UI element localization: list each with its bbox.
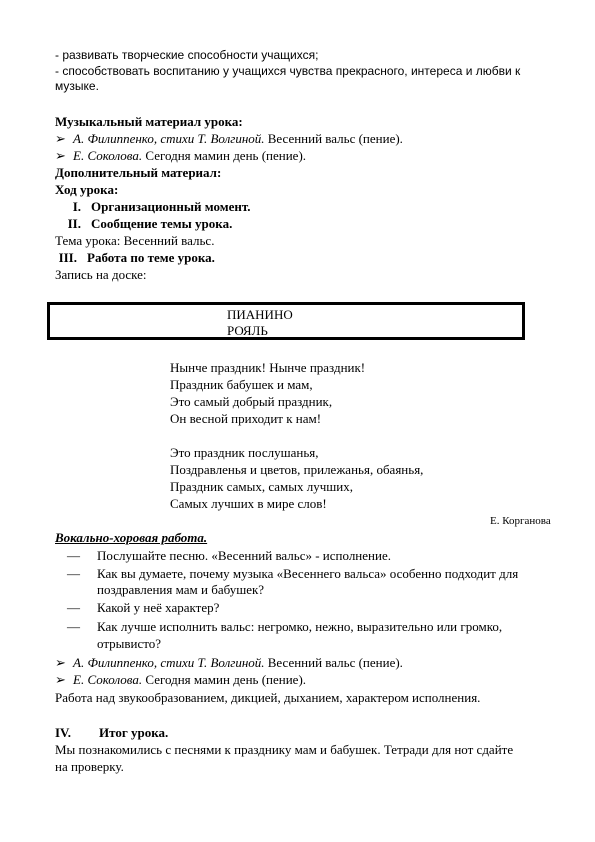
- material-title-2: Сегодня мамин день (пение).: [142, 148, 307, 163]
- song-title: Сегодня мамин день (пение).: [142, 672, 307, 687]
- step-number: I.: [72, 199, 81, 214]
- dash-bullet: —: [67, 619, 80, 634]
- poem-line: Это праздник послушанья,: [170, 445, 319, 460]
- course-step-3: [55, 251, 215, 265]
- lesson-topic: Тема урока: Весенний вальс.: [55, 233, 215, 248]
- vocal-item-text: Какой у неё характер?: [97, 600, 220, 615]
- vocal-item-text: Как лучше исполнить вальс: негромко, нежно, выразительно или громко,: [97, 619, 503, 634]
- arrow-bullet-icon: ➢: [55, 148, 66, 163]
- board-label: Запись на доске:: [55, 267, 147, 282]
- arrow-bullet-icon: ➢: [55, 131, 66, 146]
- extra-material-heading: Дополнительный материал:: [55, 165, 222, 180]
- material-title-1: Весенний вальс (пение).: [264, 131, 403, 146]
- poem-line: Поздравленья и цветов, прилежанья, обаянья,: [170, 462, 424, 477]
- material-item-1: [55, 132, 403, 146]
- goal-line-2: - способствовать воспитанию у учащихся чувства прекрасного, интереса и любви к: [55, 64, 521, 78]
- summary-heading: [55, 726, 168, 740]
- arrow-bullet-icon: ➢: [55, 655, 66, 670]
- vocal-work-line: Работа над звукообразованием, дикцией, дыханием, характером исполнения.: [55, 690, 481, 705]
- material-item-2: [55, 149, 306, 163]
- board-word-1: ПИАНИНО: [227, 307, 293, 322]
- material-authors-1: А. Филиппенко, стихи Т. Волгиной.: [73, 131, 265, 146]
- poem-line: Это самый добрый праздник,: [170, 394, 333, 409]
- course-heading: Ход урока:: [55, 182, 119, 197]
- goal-line-3: музыке.: [55, 79, 99, 93]
- board-word-2: РОЯЛЬ: [227, 323, 268, 338]
- song-authors: А. Филиппенко, стихи Т. Волгиной.: [73, 655, 265, 670]
- step-number: II.: [67, 216, 81, 231]
- vocal-song-2: [55, 673, 306, 687]
- vocal-item-text: Как вы думаете, почему музыка «Весеннего вальса» особенно подходит для: [97, 566, 519, 581]
- poem-line: Нынче праздник! Нынче праздник!: [170, 360, 366, 375]
- dash-bullet: —: [67, 600, 80, 615]
- summary-line-2: на проверку.: [55, 759, 124, 774]
- poem-line: Он весной приходит к нам!: [170, 411, 322, 426]
- step-text: Работа по теме урока.: [87, 250, 215, 265]
- vocal-item-text: Послушайте песню. «Весенний вальс» - исполнение.: [97, 548, 391, 563]
- poem-line: Самых лучших в мире слов!: [170, 496, 327, 511]
- summary-title: Итог урока.: [99, 725, 169, 740]
- poem-author: Е. Корганова: [490, 515, 551, 527]
- step-text: Организационный момент.: [91, 199, 251, 214]
- arrow-bullet-icon: ➢: [55, 672, 66, 687]
- material-heading: Музыкальный материал урока:: [55, 114, 243, 129]
- vocal-heading: Вокально-хоровая работа.: [55, 530, 208, 545]
- material-authors-2: Е. Соколова.: [73, 148, 143, 163]
- song-title: Весенний вальс (пение).: [264, 655, 403, 670]
- step-text: Сообщение темы урока.: [91, 216, 233, 231]
- course-step-2: [55, 217, 232, 231]
- poem-line: Праздник бабушек и мам,: [170, 377, 313, 392]
- course-step-1: [55, 200, 251, 214]
- vocal-item-2-cont: поздравления мам и бабушек?: [97, 582, 265, 597]
- vocal-song-1: [55, 656, 403, 670]
- poem-line: Праздник самых, самых лучших,: [170, 479, 353, 494]
- vocal-item-3: [67, 601, 219, 615]
- goal-line-1: - развивать творческие способности учащихся;: [55, 48, 319, 62]
- dash-bullet: —: [67, 566, 80, 581]
- vocal-item-2: [67, 567, 518, 581]
- vocal-item-4-cont: отрывисто?: [97, 636, 162, 651]
- step-number: IV.: [55, 725, 72, 740]
- board-box: [47, 302, 525, 340]
- vocal-item-4: [67, 620, 502, 634]
- vocal-item-1: [67, 549, 391, 563]
- song-authors: Е. Соколова.: [73, 672, 143, 687]
- dash-bullet: —: [67, 548, 80, 563]
- step-number: III.: [58, 250, 77, 265]
- summary-line-1: Мы познакомились с песнями к празднику мам и бабушек. Тетради для нот сдайте: [55, 742, 514, 757]
